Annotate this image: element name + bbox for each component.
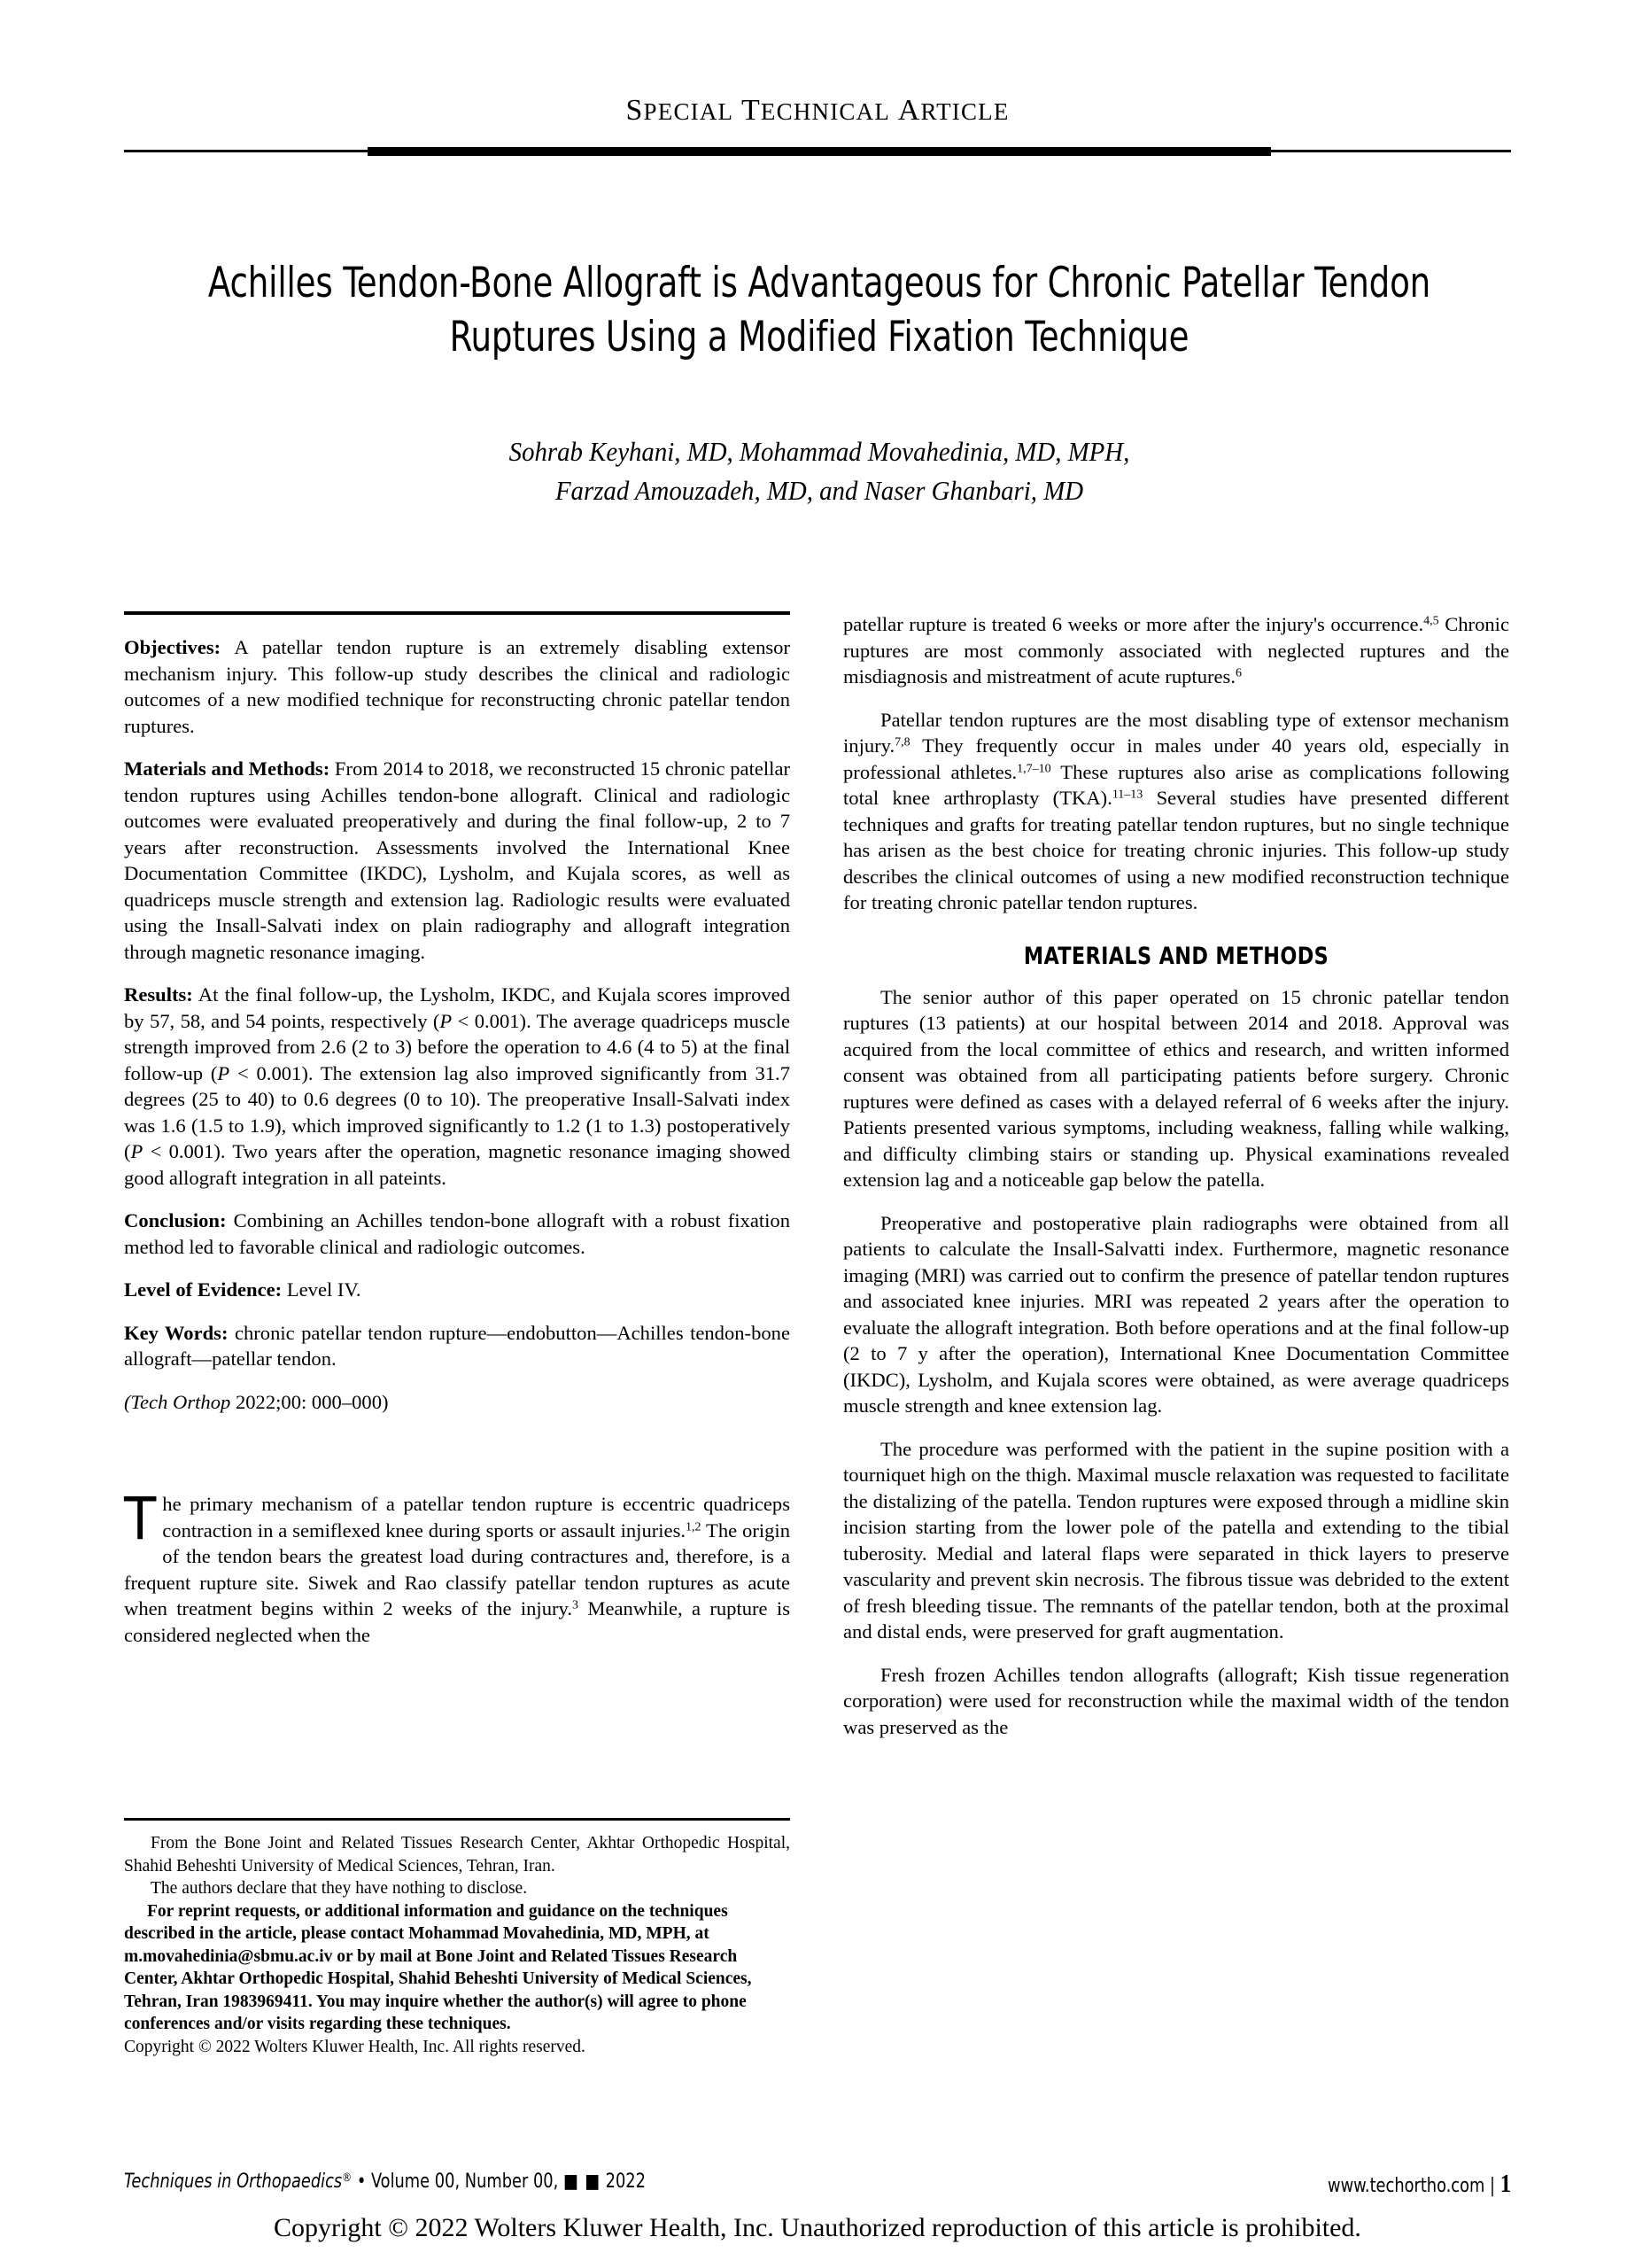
abstract-results [124,982,790,1191]
intro-p2-d: Several studies have presented different techniques and grafts for treating patellar tendon ruptures, but no single technique has arisen as the best choice for treating chronic injuries. This follow-up study describes the clinical outcomes of using a new modified reconstruction technique for treating chronic patellar tendon ruptures. [843,787,1509,913]
intro-paragraph-1-cont [843,611,1509,690]
abstract-objectives-label: Objectives: [124,636,221,658]
intro-p1-ref3: 4,5 [1423,614,1439,628]
footnote-rule [124,1818,790,1821]
running-head [124,94,1511,128]
intro-p1-a: he primary mechanism of a patellar tendon rupture is eccentric quadriceps contraction in a semiflexed knee during sports or assault injuries. [162,1493,790,1542]
journal-citation-italic: (Tech Orthop [124,1390,231,1413]
intro-p1-ref1: 1,2 [686,1520,701,1534]
abstract-evidence-text: Level IV. [282,1278,361,1301]
intro-p1-c-cont: patellar rupture is treated 6 weeks or more after the injury's occurrence. [843,613,1424,635]
abstract-results-label: Results: [124,983,193,1006]
abstract-methods [124,756,790,965]
footer-year: 2022 [600,2171,646,2193]
journal-citation [124,1389,790,1416]
methods-paragraph-2: Preoperative and postoperative plain radiographs were obtained from all patients to calculate the Insall-Salvatti index. Furthermore, magnetic resonance imaging (MRI) was carried out to confirm the presence of patellar tendon ruptures and associated knee injuries. MRI was repeated 2 years after the operation to evaluate the allograft integration. Both before operations and at the final follow-up (2 to 7 y after the operation), International Knee Documentation Committee (IKDC), Lysholm, and Kujala scores were obtained, as were average quadriceps muscle strength and knee extension lag. [843,1211,1509,1417]
intro-p1-ref2: 3 [572,1598,579,1612]
footnote-copyright: Copyright © 2022 Wolters Kluwer Health, Inc. All rights reserved. [124,2037,585,2056]
abstract-evidence [124,1277,790,1303]
footnote-disclosure: The authors declare that they have nothing to disclose. [151,1879,528,1898]
page-title: Achilles Tendon-Bone Allograft is Advantageous for Chronic Patellar Tendon Ruptures Using a Modified Fixation Technique [207,259,1431,362]
running-head-rticle: RTICLE [920,98,1010,125]
header-rule-thick [368,147,1271,156]
intro-p2-ref3: 11–13 [1112,788,1143,802]
intro-p1-c-trunc: Meanwhile, a rupture is considered neglected when the [124,1597,790,1646]
footer-journal-info [124,2171,646,2193]
intro-paragraph-1 [124,1485,791,1648]
section-heading-materials-and-methods: MATERIALS AND METHODS [1023,942,1329,970]
left-column [124,611,790,1648]
abstract-results-text-d: < 0.001). Two years after the operation, magnetic resonance imaging showed good allograft integration in all pateints. [124,1140,790,1189]
abstract-results-text-a: At the final follow-up, the Lysholm, IKDC, and Kujala scores improved by 57, 58, and 54 points, respectively ( [124,983,790,1032]
abstract-results-text-c: < 0.001). The extension lag also improved significantly from 31.7 degrees (25 to 40) to 0.6 degrees (0 to 10). The preoperative Insall-Salvati index was 1.6 (1.5 to 1.9), which improved significantly to 1.2 (1 to 1.3) postoperatively ( [124,1061,790,1162]
abstract-results-p3: P [130,1140,143,1162]
abstract-results-p1: P [439,1009,453,1032]
footer-month-mark: ■ ■ [562,2171,601,2193]
running-head-pecial: PECIAL [643,98,734,125]
abstract-conclusion-label: Conclusion: [124,1209,227,1231]
journal-citation-rest: 2022;00: 000–000) [230,1390,389,1413]
intro-p1-b: The origin of the tendon bears the greatest load during contractures and, therefore, is a frequent rupture site. Siwek and Rao classify patellar tendon ruptures as acute when treatment begins within 2 weeks of the injury. [124,1518,791,1619]
footer-journal-name: Techniques in Orthopaedics [124,2171,343,2193]
running-head-t: T [740,94,761,127]
abstract-results-text-b: < 0.001). The average quadriceps muscle strength improved from 2.6 (2 to 3) before the operation to 4.6 (4 to 5) at the final follow-up ( [124,1009,790,1084]
methods-paragraph-4: Fresh frozen Achilles tendon allografts (allograft; Kish tissue regeneration corporation) were used for reconstruction while the maximal width of the tendon was preserved as the [843,1663,1509,1738]
abstract-results-p2: P [217,1061,230,1084]
footer-page-number: 1 [1499,2171,1511,2198]
footer-registered-icon: ® [342,2170,353,2185]
footer-website-page [1328,2171,1511,2199]
abstract-keywords [124,1320,790,1372]
intro-p2-a: Patellar tendon ruptures are the most disabling type of extensor mechanism injury. [843,708,1509,757]
abstract-methods-label: Materials and Methods: [124,757,330,780]
abstract-objectives-text: A patellar tendon rupture is an extremely disabling extensor mechanism injury. This follow-up study describes the clinical and radiologic outcomes of a new modified technique for reconstructing chronic patellar tendon ruptures. [124,636,790,737]
intro-p1-d: Chronic ruptures are most commonly associated with neglected ruptures and the misdiagnosis and mistreatment of acute ruptures. [843,613,1509,687]
page-footer [124,2171,1511,2204]
footnote-block [124,1818,790,2058]
abstract-rule [124,611,790,615]
methods-paragraph-1: The senior author of this paper operated on 15 chronic patellar tendon ruptures (13 patients) at our hospital between 2014 and 2018. Approval was acquired from the local committee of ethics and research, and written informed consent was obtained from all participating patients before surgery. Chronic ruptures were defined as cases with a delayed referral of 6 weeks after the injury. Patients presented various symptoms, including weakness, falling while walking, and difficulty climbing stairs or standing up. Physical examinations revealed extension lag and a noticeable gap below the patella. [843,985,1509,1191]
footnote-reprint-info: For reprint requests, or additional information and guidance on the techniques described in the article, please contact Mohammad Movahedinia, MD, MPH, at m.movahedinia@sbmu.ac.iv or by mail at Bone Joint and Related Tissues Research Center, Akhtar Orthopedic Hospital, Shahid Beheshti University of Medical Sciences, Tehran, Iran 1983969411. You may inquire whether the author(s) will agree to phone conferences and/or visits regarding these techniques. [124,1901,752,2033]
author-line-2: Farzad Amouzadeh, MD, and Naser Ghanbari, MD [554,475,1084,506]
author-line-1: Sohrab Keyhani, MD, Mohammad Movahedinia, MD, MPH, [508,436,1130,467]
author-list [288,432,1351,510]
footer-website-link[interactable]: www.techortho.com [1327,2175,1485,2197]
abstract-objectives [124,634,790,739]
running-head-echnical: ECHNICAL [760,98,891,125]
running-head-s: S [625,94,644,127]
intro-paragraph-2 [843,707,1509,916]
bottom-copyright-notice: Copyright © 2022 Wolters Kluwer Health, Inc. Unauthorized reproduction of this article is prohibited. [274,2213,1361,2242]
methods-paragraph-3: The procedure was performed with the patient in the supine position with a tourniquet high on the thigh. Maximal muscle relaxation was requested to facilitate the distalizing of the patella. Tendon ruptures were exposed through a midline skin incision starting from the lower pole of the patella and extending to the tibial tuberosity. Medial and lateral flaps were separated in thick layers to preserve vascularity and prevent skin necrosis. The fibrous tissue was debrided to the extent of fresh bleeding tissue. The remnants of the patellar tendon, both at the proximal and distal ends, were preserved for graft augmentation. [843,1437,1509,1643]
running-head-a: A [897,94,921,127]
abstract-conclusion [124,1208,790,1260]
drop-cap: T [124,1485,157,1553]
header-rule [124,147,1511,156]
intro-p2-ref2: 1,7–10 [1017,762,1051,776]
footer-separator: | [1489,2175,1495,2197]
intro-p2-b: They frequently occur in males under 40 years old, especially in professional athletes. [843,734,1509,783]
intro-p2-c: These ruptures also arise as complications following total knee arthroplasty (TKA). [843,760,1510,809]
abstract-conclusion-text: Combining an Achilles tendon-bone allograft with a robust fixation method led to favorable clinical and radiologic outcomes. [124,1209,790,1258]
abstract-keywords-text: chronic patellar tendon rupture—endobutton—Achilles tendon-bone allograft—patellar tendon. [124,1321,791,1370]
abstract-keywords-label: Key Words: [124,1321,229,1344]
intro-p1-ref4: 6 [1235,666,1242,680]
abstract-evidence-label: Level of Evidence: [124,1278,283,1301]
right-column [843,611,1509,1740]
footer-volume-info: • Volume 00, Number 00, [352,2171,563,2193]
footnote-affiliation: From the Bone Joint and Related Tissues Research Center, Akhtar Orthopedic Hospital, Shahid Beheshti University of Medical Sciences, Tehran, Iran. [124,1834,790,1876]
intro-p2-ref1: 7,8 [895,735,910,750]
abstract-methods-text: From 2014 to 2018, we reconstructed 15 chronic patellar tendon ruptures using Achilles tendon-bone allograft. Clinical and radiologic outcomes were evaluated preoperatively and during the final follow-up, 2 to 7 years after reconstruction. Assessments involved the International Knee Documentation Committee (IKDC), Lysholm, and Kujala scores, as well as quadriceps muscle strength and extension lag. Radiologic results were evaluated using the Insall-Salvati index on plain radiography and allograft integration through magnetic resonance imaging. [124,757,790,963]
